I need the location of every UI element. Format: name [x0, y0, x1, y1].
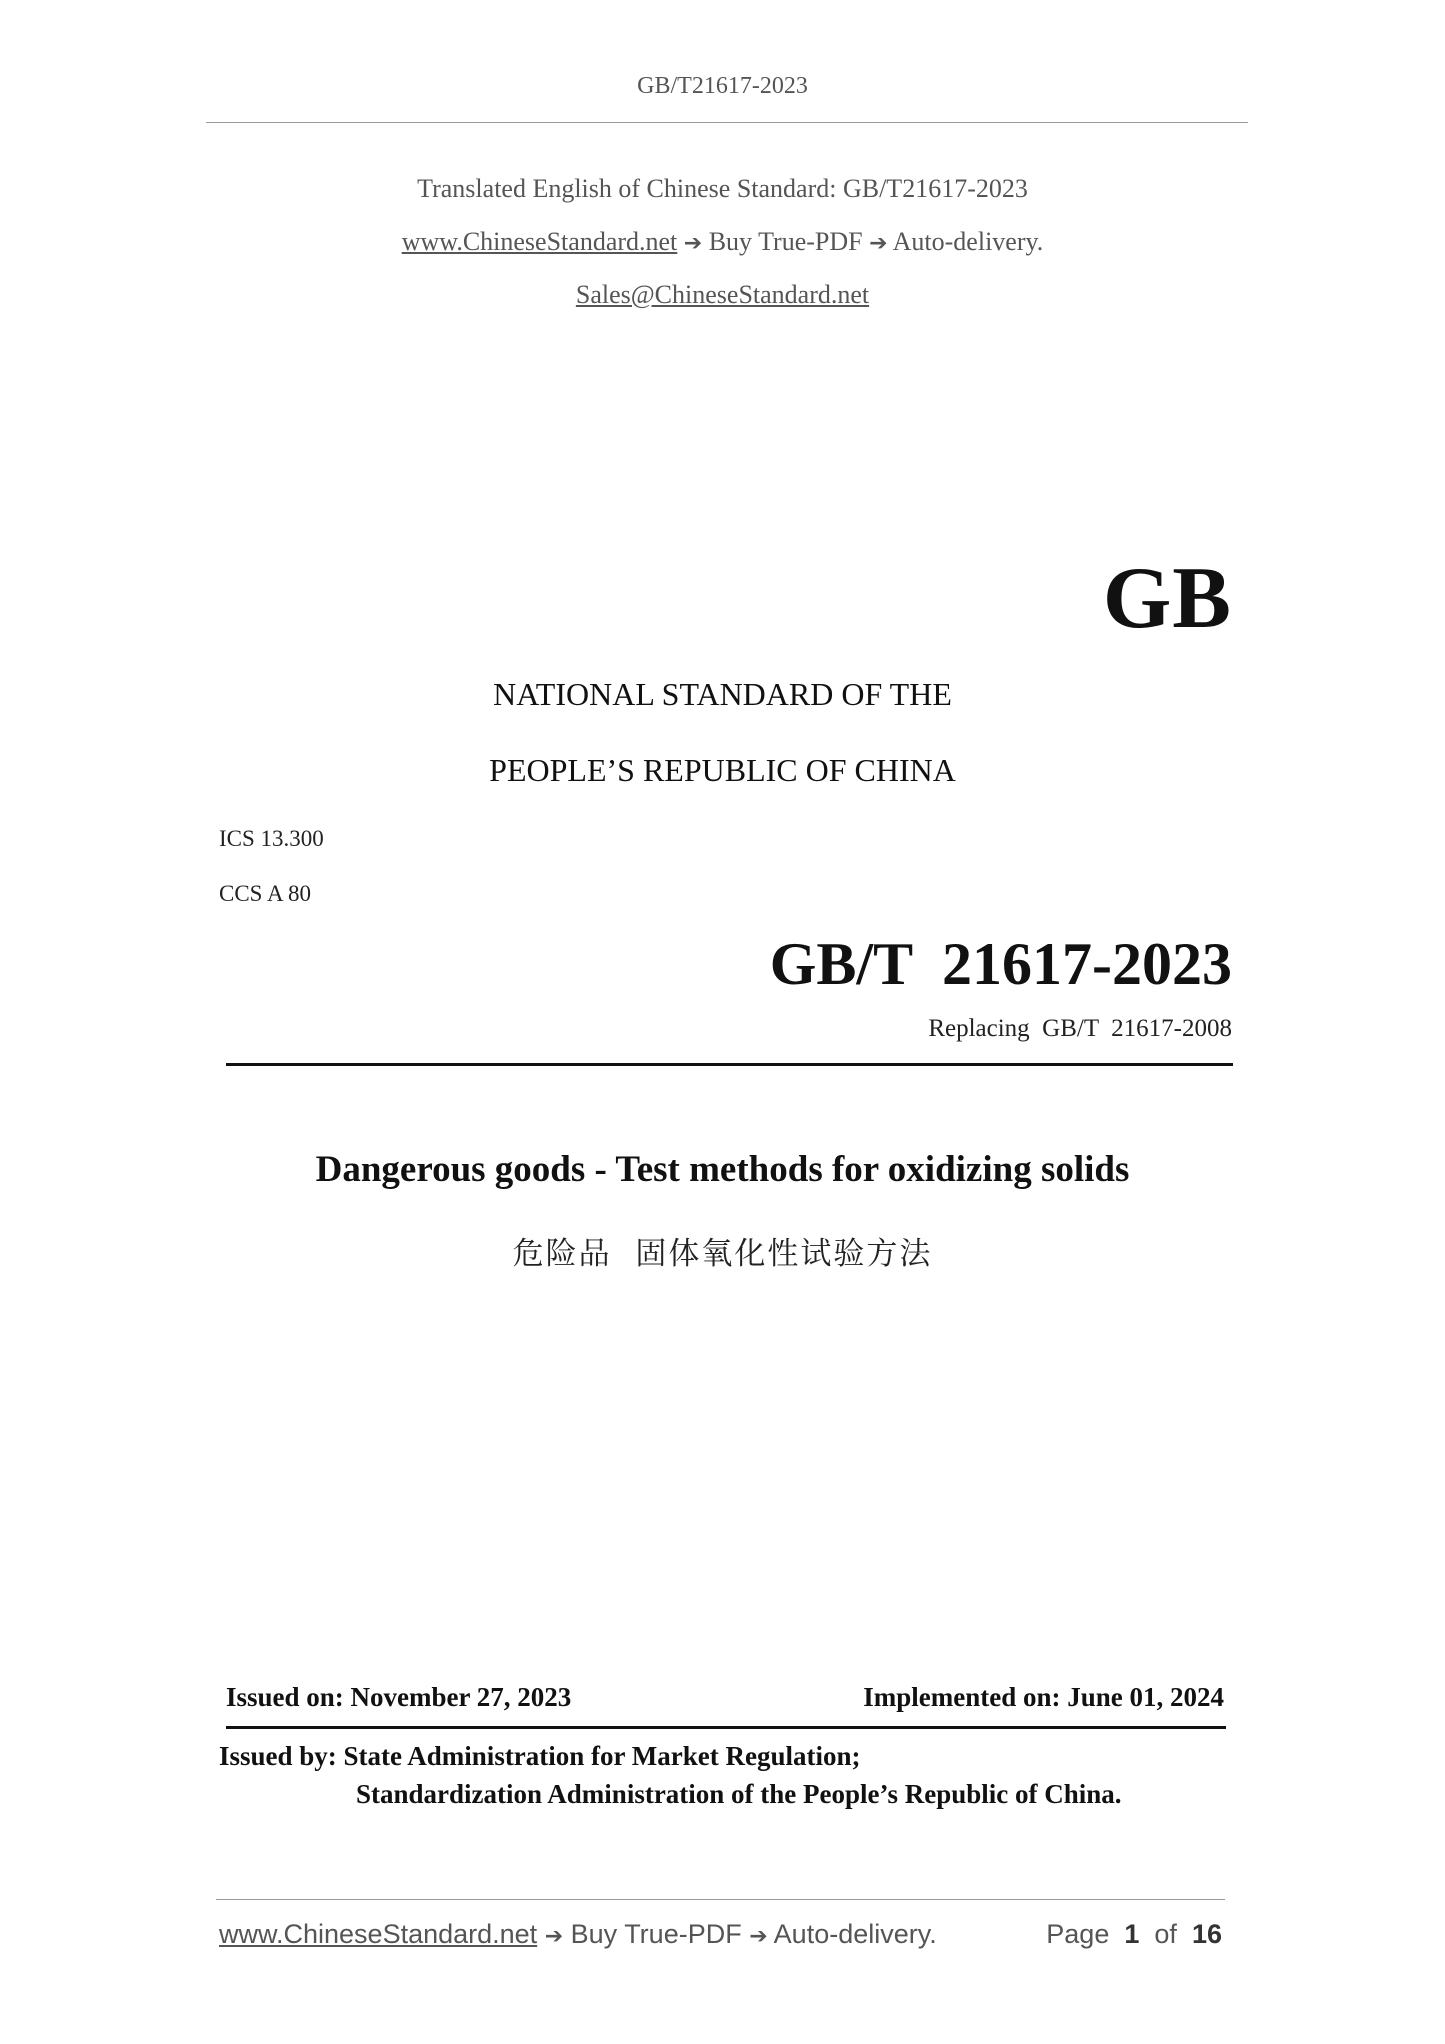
running-header: GB/T21617-2023 [637, 73, 808, 99]
footer-divider [216, 1899, 1225, 1900]
right-arrow-icon: ➔ [869, 231, 888, 256]
ccs-code: CCS A 80 [219, 881, 312, 906]
dates-divider [226, 1726, 1226, 1729]
page-indicator [1046, 1919, 1222, 1950]
title-divider [226, 1063, 1233, 1066]
of-label: of [1154, 1919, 1177, 1949]
footer-purchase-line [219, 1919, 937, 1950]
email-line [0, 280, 1445, 310]
page-label: Page [1046, 1919, 1110, 1949]
national-standard-line-2: PEOPLE’S REPUBLIC OF CHINA [489, 752, 956, 788]
footer-site-link[interactable]: www.ChineseStandard.net [219, 1919, 538, 1949]
ics-code: ICS 13.300 [219, 826, 324, 851]
replacing-standard: Replacing GB/T 21617-2008 [928, 1015, 1232, 1042]
sales-email-link[interactable]: Sales@ChineseStandard.net [575, 280, 870, 309]
translation-notice: Translated English of Chinese Standard: GB/T21617-2023 [417, 174, 1028, 203]
implemented-date: Implemented on: June 01, 2024 [863, 1682, 1224, 1712]
gb-logo: GB [1102, 550, 1232, 647]
issuer-line-1: Issued by: State Administration for Market Regulation; [219, 1741, 861, 1771]
site-link[interactable]: www.ChineseStandard.net [401, 227, 678, 256]
purchase-line [0, 227, 1445, 257]
footer-buy-text: Buy True-PDF [570, 1919, 742, 1949]
document-title-chinese: 危险品 固体氧化性试验方法 [512, 1236, 933, 1272]
auto-delivery-text: Auto-delivery. [892, 227, 1044, 256]
page-current: 1 [1124, 1919, 1140, 1949]
national-standard-line-1: NATIONAL STANDARD OF THE [493, 676, 952, 712]
header-divider [206, 122, 1248, 123]
issuer-line-2: Standardization Administration of the People’s Republic of China. [356, 1779, 1122, 1809]
standard-number: GB/T 21617-2023 [769, 931, 1232, 997]
footer-delivery-text: Auto-delivery. [773, 1919, 937, 1949]
right-arrow-icon: ➔ [544, 1924, 564, 1949]
right-arrow-icon: ➔ [683, 231, 703, 256]
buy-true-pdf-text: Buy True-PDF [708, 227, 863, 256]
document-title-english: Dangerous goods - Test methods for oxidizing solids [315, 1149, 1130, 1190]
issued-date: Issued on: November 27, 2023 [226, 1682, 572, 1712]
page-total: 16 [1191, 1919, 1222, 1949]
right-arrow-icon: ➔ [749, 1924, 768, 1949]
